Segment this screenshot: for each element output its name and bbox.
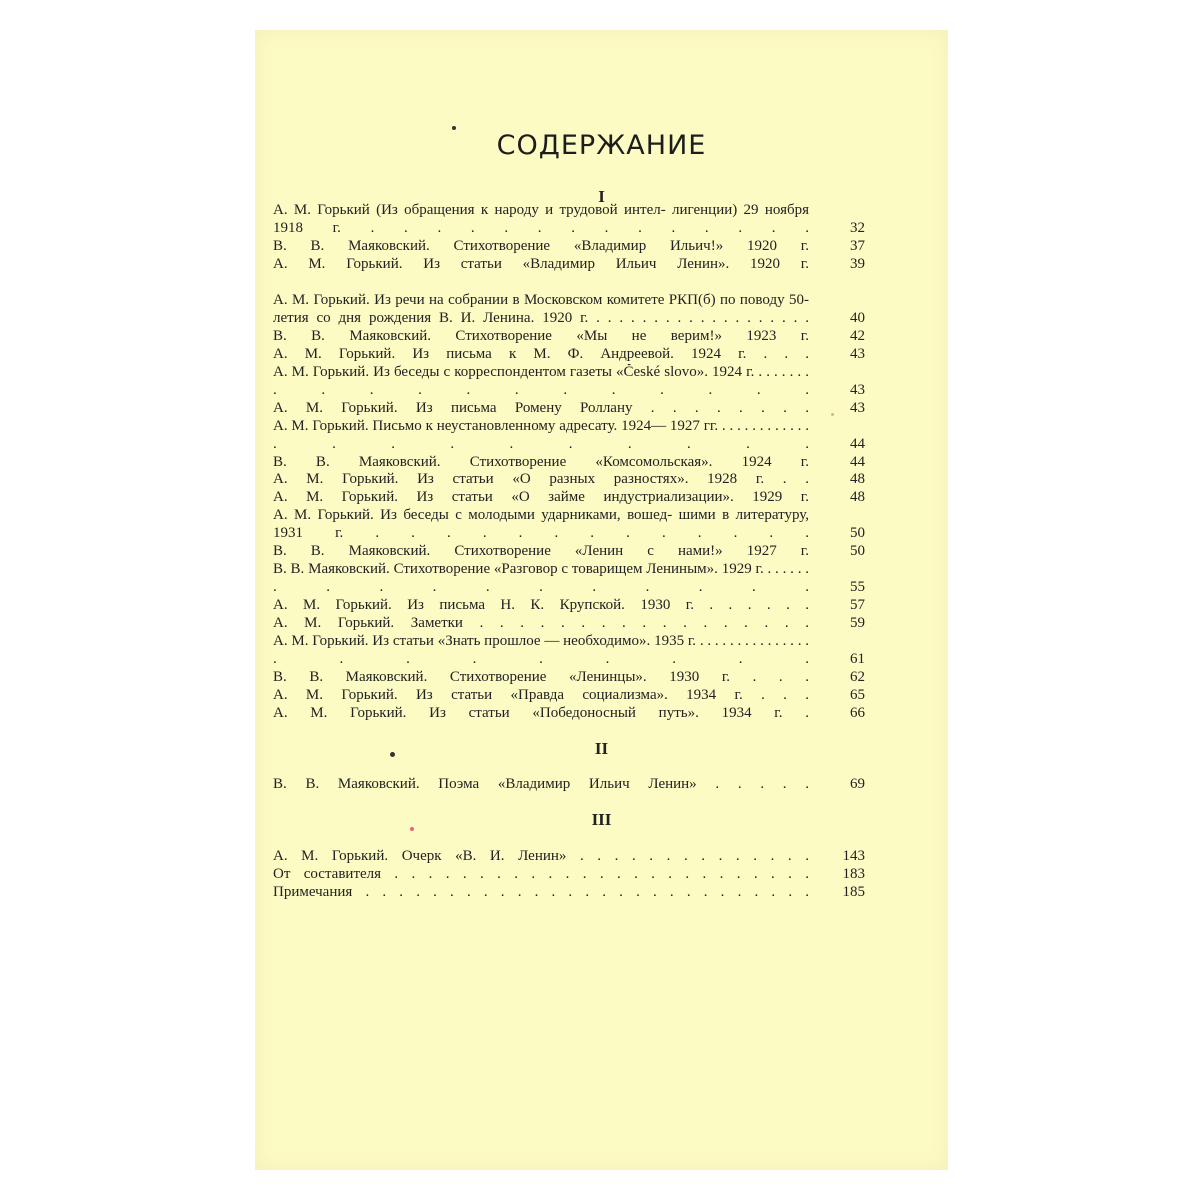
- toc-entry: [273, 776, 865, 794]
- toc-entry: [273, 669, 865, 687]
- entry-text: От составителя . . . . . . . . . . . . . . . . . . . . . . . . .: [273, 865, 809, 882]
- entry-text: А. М. Горький. Из письма к М. Ф. Андреевой. 1924 г. . . .: [273, 345, 809, 362]
- entry-page-number: 44: [850, 435, 865, 452]
- paper-speck: [831, 413, 834, 416]
- entry-text: В. В. Маяковский. Стихотворение «Комсомольская». 1924 г.: [273, 453, 809, 470]
- entry-page-number: 32: [850, 220, 865, 237]
- ink-speck: [452, 126, 456, 130]
- entry-text: А. М. Горький. Письмо к неустановленному адресату. 1924— 1927 гг. . . . . . . . . . . . . . . . . . . . . . .: [273, 417, 809, 452]
- toc-entry: [273, 238, 865, 256]
- toc-entry: [273, 256, 865, 274]
- entry-page-number: 50: [850, 525, 865, 542]
- entry-text: А. М. Горький. Из беседы с молодыми ударниками, вошед- шими в литературу, 1931 г. . . . . . . . . . . . . .: [273, 507, 809, 542]
- entry-page-number: 143: [842, 848, 865, 864]
- toc-entry: [273, 274, 865, 328]
- section-number-2: II: [594, 739, 609, 758]
- entry-page-number: 55: [850, 579, 865, 596]
- toc-entry: [273, 543, 865, 561]
- entry-text: А. М. Горький. Из статьи «Правда социализма». 1934 г. . . .: [273, 686, 809, 703]
- toc-entry: [273, 705, 865, 723]
- entry-page-number: 57: [850, 597, 865, 614]
- entry-page-number: 65: [850, 686, 865, 703]
- entry-text: В. В. Маяковский. Стихотворение «Ленин с нами!» 1927 г.: [273, 543, 809, 560]
- entry-text: В. В. Маяковский. Стихотворение «Мы не верим!» 1923 г.: [273, 327, 809, 344]
- entry-text: А. М. Горький. Очерк «В. И. Ленин» . . . . . . . . . . . . . .: [273, 848, 809, 864]
- toc-entry: [273, 561, 865, 597]
- toc-entry: [273, 418, 865, 454]
- entry-page-number: 62: [850, 668, 865, 685]
- entry-page-number: 185: [842, 883, 865, 900]
- entry-page-number: 183: [842, 865, 865, 882]
- toc-entry: [273, 687, 865, 705]
- toc-entry: [273, 866, 865, 884]
- entry-text: А. М. Горький. Из статьи «О разных разностях». 1928 г. . .: [273, 471, 809, 488]
- section-number-3: III: [591, 810, 612, 829]
- entry-text: А. М. Горький. Из статьи «Владимир Ильич Ленин». 1920 г.: [273, 255, 809, 272]
- toc-entry: [273, 507, 865, 543]
- section-number-1: I: [598, 187, 605, 206]
- entry-text: В. В. Маяковский. Стихотворение «Разговор с товарищем Лениным». 1929 г. . . . . . . . . . . . . . . . . .: [273, 561, 809, 596]
- entry-text: А. М. Горький. Из письма Н. К. Крупской. 1930 г. . . . . . .: [273, 597, 809, 614]
- toc-entry: [273, 364, 865, 400]
- entry-page-number: 40: [850, 309, 865, 326]
- toc-entry: [273, 848, 865, 866]
- entry-page-number: 44: [850, 453, 865, 470]
- entry-page-number: 43: [850, 345, 865, 362]
- entry-page-number: 48: [850, 471, 865, 488]
- entry-text: А. М. Горький. Из статьи «Победоносный путь». 1934 г. .: [273, 704, 809, 721]
- ink-speck: [390, 752, 395, 757]
- entry-text: В. В. Маяковский. Стихотворение «Владимир Ильич!» 1920 г.: [273, 238, 809, 254]
- entry-page-number: 37: [850, 238, 865, 254]
- entry-page-number: 43: [850, 399, 865, 416]
- toc-entry: [273, 489, 865, 507]
- entry-text: Примечания . . . . . . . . . . . . . . . . . . . . . . . . . . .: [273, 883, 809, 900]
- entry-text: А. М. Горький (Из обращения к народу и трудовой интел- лигенции) 29 ноября 1918 г. . . . . . . . . . . . . . .: [273, 202, 809, 237]
- toc-entry: [273, 597, 865, 615]
- entry-text: А. М. Горький. Из беседы с корреспондентом газеты «České slovo». 1924 г. . . . . . . . . . . . . . . . . . . .: [273, 363, 809, 398]
- toc-entry: [273, 202, 865, 238]
- entry-text: А. М. Горький. Из статьи «Знать прошлое — необходимо». 1935 г. . . . . . . . . . . . . . . . . . . . . . . . .: [273, 633, 809, 668]
- entry-page-number: 59: [850, 615, 865, 632]
- entry-text: А. М. Горький. Из письма Ромену Роллану . . . . . . . .: [273, 399, 809, 416]
- book-page: [255, 30, 948, 1170]
- entry-page-number: 43: [850, 381, 865, 398]
- toc-entry: [273, 328, 865, 346]
- toc-entry: [273, 400, 865, 418]
- entry-text: А. М. Горький. Из статьи «О займе индустриализации». 1929 г.: [273, 489, 809, 506]
- entry-page-number: 61: [850, 651, 865, 668]
- entry-page-number: 48: [850, 489, 865, 506]
- entry-page-number: 42: [850, 327, 865, 344]
- red-speck: [410, 827, 414, 831]
- entry-page-number: 66: [850, 704, 865, 721]
- toc-entry: [273, 633, 865, 669]
- toc-section-1: [273, 202, 865, 723]
- toc-section-2: [273, 776, 865, 794]
- entry-text: А. М. Горький. Заметки . . . . . . . . . . . . . . . . .: [273, 615, 809, 632]
- toc-entry: [273, 454, 865, 472]
- toc-entry: [273, 471, 865, 489]
- toc-entry: [273, 346, 865, 364]
- entry-text: В. В. Маяковский. Поэма «Владимир Ильич Ленин» . . . . .: [273, 776, 809, 792]
- entry-page-number: 69: [850, 776, 865, 792]
- entry-text: В. В. Маяковский. Стихотворение «Ленинцы». 1930 г. . . .: [273, 668, 809, 685]
- entry-text: А. М. Горький. Из речи на собрании в Московском комитете РКП(б) по поводу 50-летия со дня рождения В. И. Ленина. 1920 г. . . . . . . . . . . . . . . . . . . .: [273, 292, 809, 326]
- entry-page-number: 39: [850, 255, 865, 272]
- page-title: СОДЕРЖАНИЕ: [496, 130, 707, 161]
- toc-entry: [273, 615, 865, 633]
- entry-page-number: 50: [850, 543, 865, 560]
- toc-entry: [273, 884, 865, 902]
- toc-section-3: [273, 848, 865, 902]
